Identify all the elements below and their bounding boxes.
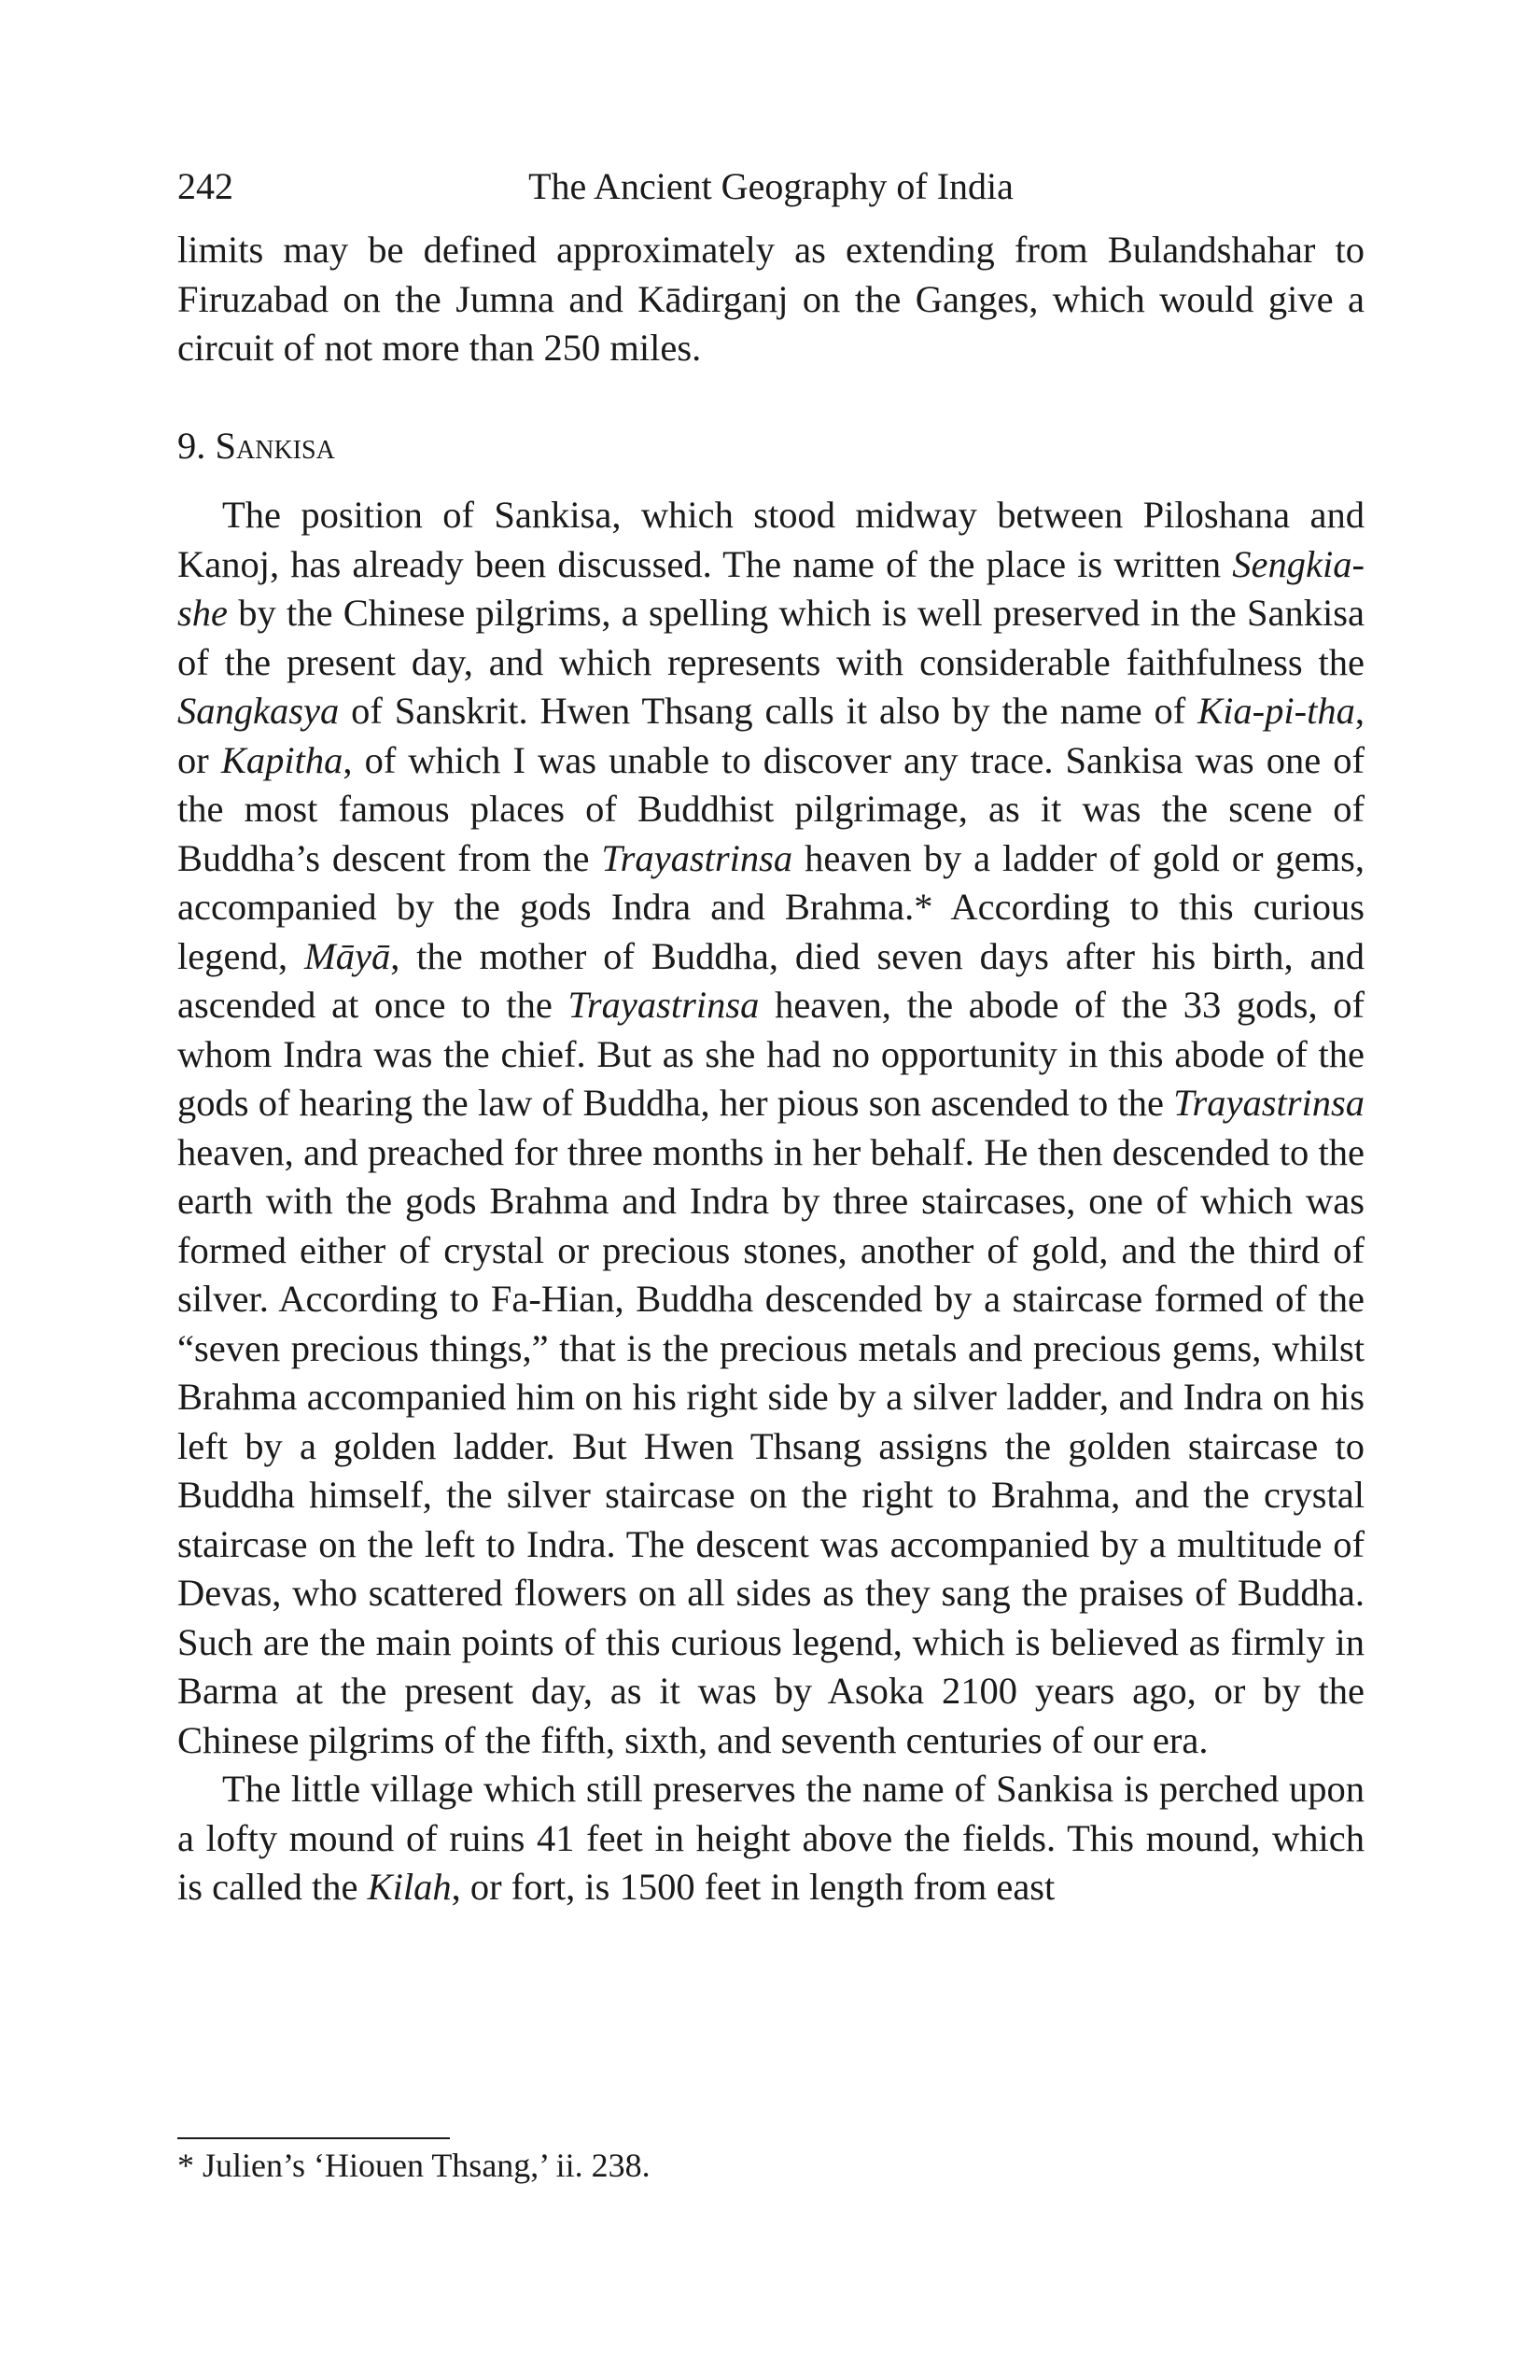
book-title: The Ancient Geography of India	[528, 165, 1014, 207]
text-run: The little village which still preserves the name of Sankisa is perched upon a lofty mound of ruins 41 feet in height above the fields. This mound, which is called the	[177, 1768, 1365, 1908]
italic-term: Trayastrinsa	[601, 836, 793, 879]
body-text	[177, 226, 1365, 1912]
italic-term: Trayastrinsa	[567, 984, 760, 1026]
text-run: by the Chinese pilgrims, a spelling which is well preserved in the Sankisa of the present day, and which represents with considerable faithfulness the	[177, 592, 1365, 683]
italic-term: Trayastrinsa	[1173, 1082, 1365, 1124]
italic-term: Kapitha	[220, 738, 343, 781]
text-run: of Sanskrit. Hwen Thsang calls it also by the name of	[339, 690, 1198, 732]
page-number: 242	[177, 165, 233, 207]
section-title: Sankisa	[215, 424, 335, 467]
text-run: , or	[177, 690, 1365, 781]
footnote: * Julien’s ‘Hiouen Thsang,’ ii. 238.	[177, 2147, 651, 2184]
running-head	[177, 159, 1365, 215]
text-run: , the mother of Buddha, died seven days after his birth, and ascended at once to the	[177, 934, 1365, 1026]
italic-term: Kia-pi-tha	[1197, 690, 1355, 732]
paragraph-1	[177, 491, 1365, 1765]
text-run: , or fort, is 1500 feet in length from east	[451, 1866, 1056, 1908]
paragraph-2	[177, 1765, 1365, 1912]
continuation-paragraph: limits may be defined approximately as extending from Bulandshahar to Firuzabad on the Jumna and Kādirganj on the Ganges, which would give a circuit of not more than 250 miles.	[177, 229, 1365, 369]
footnote-divider	[177, 2137, 450, 2139]
italic-term: Sangkasya	[177, 690, 340, 732]
text-run: heaven, the abode of the 33 gods, of whom Indra was the chief. But as she had no opportunity in this abode of the gods of hearing the law of Buddha, her pious son ascended to the	[177, 984, 1365, 1124]
text-run: The position of Sankisa, which stood midway between Piloshana and Kanoj, has already been discussed. The name of the place is written	[177, 494, 1365, 585]
italic-term: Māyā	[303, 934, 391, 977]
section-number: 9.	[177, 424, 206, 467]
italic-term: Sengkia-she	[177, 542, 1365, 634]
italic-term: Kilah	[367, 1866, 452, 1908]
text-run: , of which I was unable to discover any trace. Sankisa was one of the most famous places of Buddhist pilgrimage, as it was the scene of Buddha’s descent from the	[177, 738, 1365, 879]
text-run: heaven by a ladder of gold or gems, accompanied by the gods Indra and Brahma.* According to this curious legend,	[177, 836, 1365, 977]
book-page	[177, 159, 1365, 1912]
section-heading	[177, 422, 1365, 471]
text-run: heaven, and preached for three months in her behalf. He then descended to the earth with the gods Brahma and Indra by three staircases, one of which was formed either of crystal or precious stones, another of gold, and the third of silver. According to Fa-Hian, Buddha descended by a staircase formed of the “seven precious things,” that is the precious metals and precious gems, whilst Brahma accompanied him on his right side by a silver ladder, and Indra on his left by a golden ladder. But Hwen Thsang assigns the golden staircase to Buddha himself, the silver staircase on the right to Brahma, and the crystal staircase on the left to Indra. The descent was accompanied by a multitude of Devas, who scattered flowers on all sides as they sang the praises of Buddha. Such are the main points of this curious legend, which is believed as firmly in Barma at the present day, as it was by Asoka 2100 years ago, or by the Chinese pilgrims of the fifth, sixth, and seventh centuries of our era.	[177, 1130, 1365, 1761]
